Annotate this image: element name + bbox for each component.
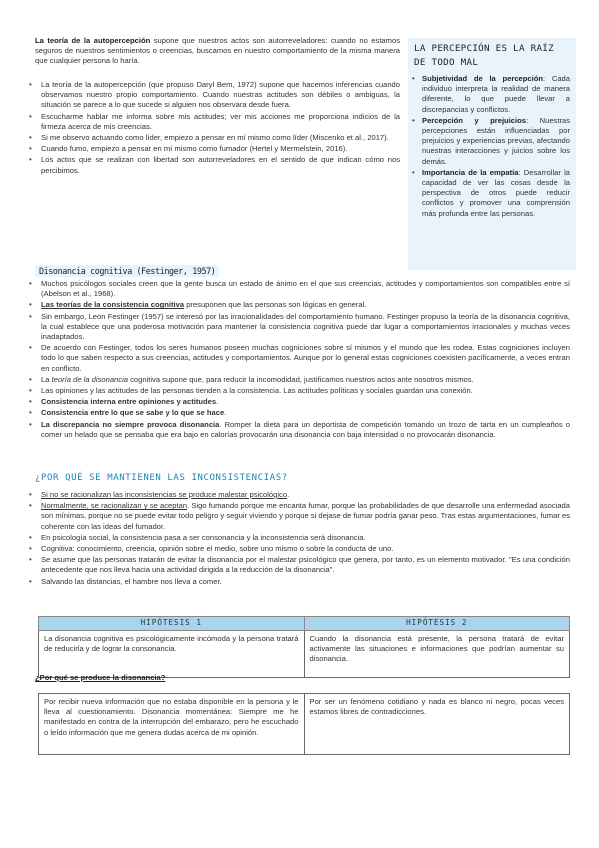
perception-callout	[408, 38, 576, 270]
list-item	[25, 533, 570, 543]
callout-item	[408, 116, 570, 167]
intro-paragraph	[35, 36, 400, 67]
list-item	[25, 408, 570, 418]
list-item	[25, 375, 570, 385]
item-text: De acuerdo con Festinger, todos los seres humanos poseen muchas cogniciones sobre sí mismos y el mundo que les rodea. Estas cogniciones incluyen todo lo que saben respecto a sus creencias, actitudes y comportamientos. Aunque por lo general estas cogniciones coexisten pacíficamente, a veces entran en conflicto.	[41, 343, 570, 373]
list-item: • Escucharme hablar me informa sobre mis actitudes; ver mis acciones me proporciona indicios de la firmeza acerca de mis creencias.	[25, 112, 400, 132]
why-table	[38, 693, 570, 755]
list-item	[25, 577, 570, 587]
intro-bold: La teoría de la autopercepción	[35, 36, 151, 45]
list-item	[25, 279, 570, 299]
item-underlined: Si no se racionalizan las inconsistencias se produce malestar psicológico	[41, 490, 288, 499]
callout-item	[408, 74, 570, 115]
item-text: Cognitiva: conocimiento, creencia, opinión sobre el medio, sobre uno mismo o sobre la conducta de uno.	[41, 544, 394, 554]
item-text: cognitiva supone que, para reducir la incomodidad, justificamos nuestros actos ante nosotros mismos.	[127, 374, 474, 384]
item-pre: La	[41, 374, 52, 384]
item-text: Se asume que las personas tratarán de evitar la disonancia por el malestar psicológico que genera, por tanto, es un elemento motivador. "Es una condición antecedente que nos lleva hacia una actividad dirigida a la reducción de la disonancia".	[41, 555, 570, 575]
item-bold: Consistencia entre lo que se sabe y lo que se hace	[41, 408, 225, 418]
item-text: Las opiniones y las actitudes de las personas tienden a la consistencia. Las actitudes políticas y sociales guardan una conexión.	[41, 386, 473, 396]
hypothesis-2-header: HIPÓTESIS 2	[304, 617, 569, 631]
list-item	[25, 555, 570, 575]
callout-item-text: : Desarrollar la capacidad de ver las cosas desde la perspectiva de otros puede reducir conflictos y promover una comprensión más profunda entre las personas.	[422, 167, 571, 218]
callout-item-bold: Subjetividad de la percepción	[422, 74, 544, 83]
list-item	[25, 300, 570, 310]
item-text: presuponen que las personas son lógicas en general.	[184, 300, 367, 310]
hypothesis-1-cell: La disonancia cognitiva es psicológicamente incómoda y la persona tratará de reducirla y de lograr la consonancia.	[39, 631, 305, 678]
list-item	[25, 386, 570, 396]
hypothesis-1-header: HIPÓTESIS 1	[39, 617, 305, 631]
list-item: • Cuando fumo, empiezo a pensar en mí mismo como fumador (Hertel y Mermelstein, 2016).	[25, 144, 400, 154]
callout-item-text: : Nuestras percepciones están influenciadas por prejuicios y experiencias previas, afectando nuestras interacciones y juicios sobre los demás.	[422, 115, 570, 166]
callout-item	[408, 168, 570, 219]
item-bold: Las teorías de la consistencia cognitiva	[41, 300, 185, 310]
hypothesis-2-cell: Cuando la disonancia está presente, la persona tratará de evitar activamente las situaciones e informaciones que podrían aumentar su disonancia.	[304, 631, 569, 678]
hypotheses-table	[38, 616, 570, 678]
item-bold: Consistencia interna entre opiniones y actitudes	[41, 397, 217, 407]
callout-item-bold: Importancia de la empatía	[422, 167, 519, 177]
item-bold: La discrepancia no siempre provoca disonancia	[41, 419, 220, 429]
intro-text: supone que nuestros actos son autorreveladores: cuando no estamos seguros de nuestros sentimientos o creencias, buscamos en nuestro comportamiento de la misma manera que cualquier persona lo haría.	[35, 36, 400, 66]
item-italic: teoría de la disonancia	[51, 374, 128, 384]
item-text: . Romper la dieta para un deportista de competición tomando un trozo de tarta en un cumpleaños o comer un helado que se pensaba que era bajo en calorías provocarán una disonancia con baja intensidad o no provocarán disonancia.	[41, 419, 571, 439]
item-underlined: Normalmente, se racionalizan y se aceptan	[41, 501, 188, 511]
self-perception-list	[25, 80, 400, 177]
why-heading: ¿Por qué se produce la disonancia?	[35, 673, 166, 682]
why-right-cell: Por ser un fenómeno cotidiano y nada es blanco ni negro, pocas veces estamos libres de contradicciones.	[304, 694, 570, 755]
section-heading-dissonance: Disonancia cognitiva (Festinger, 1957)	[35, 265, 219, 277]
list-item: • Si me observo actuando como líder, empiezo a pensar en mí mismo como líder (Miscenko et al., 2017).	[25, 133, 400, 143]
list-item	[25, 420, 570, 440]
item-text: .	[216, 397, 219, 407]
list-item	[25, 490, 570, 500]
dissonance-list	[25, 279, 570, 441]
list-item: • La teoría de la autopercepción (que propuso Daryl Bem, 1972) supone que hacemos inferencias cuando observamos nuestro propio comportamiento. Cuando nuestras actitudes son débiles o ambiguas, la situación se parece a lo que sucede si alguien nos observara desde fuera.	[25, 80, 400, 111]
item-text: Muchos psicólogos sociales creen que la gente busca un estado de ánimo en el que sus creencias, actitudes y comportamientos son compatibles entre sí (Abelson et al., 1968).	[41, 279, 570, 299]
list-item	[25, 312, 570, 343]
list-item	[25, 343, 570, 374]
callout-list	[408, 74, 576, 219]
item-text: Salvando las distancias, el hambre nos lleva a comer.	[41, 576, 222, 586]
inconsistencies-list	[25, 490, 570, 588]
section-heading-inconsistencies: ¿POR QUÉ SE MANTIENEN LAS INCONSISTENCIAS?	[35, 473, 288, 483]
item-text: En psicología social, la consistencia pasa a ser consonancia y la inconsistencia será disonancia.	[41, 532, 366, 542]
item-text: Sin embargo, Leon Festinger (1957) se interesó por las irracionalidades del comportamiento humano. Festinger propuso la teoría de la disonancia cognitiva, la cual establece que una poderosa motivación para mantener la consistencia cognitiva puede dar lugar a comportamientos irracionales y muchas veces inadaptados.	[41, 311, 570, 342]
callout-item-text: : Cada individuo interpreta la realidad de manera diferente, lo que puede llevar a discrepancias y conflictos.	[422, 74, 570, 114]
list-item	[25, 544, 570, 554]
callout-title: LA PERCEPCIÓN ES LA RAÍZ DE TODO MAL	[414, 43, 554, 68]
callout-item-bold: Percepción y prejuicios	[422, 115, 527, 125]
list-item	[25, 501, 570, 532]
list-item: • Los actos que se realizan con libertad son autorreveladores en el sentido de que indican cómo nos percibimos.	[25, 155, 400, 175]
item-text: . Sigo fumando porque me encanta fumar, porque las probabilidades de que desarrolle una enfermedad asociada son mínimas, porque no se puede evitar todo peligro y seguir viviendo y porque si dejase de fumar podría ganar peso. Tras estas argumentaciones, fumar es coherente con las ideas del fumador.	[41, 501, 570, 531]
item-text: .	[287, 490, 290, 499]
item-text: .	[224, 408, 227, 418]
list-item	[25, 397, 570, 407]
why-left-cell: Por recibir nueva información que no estaba disponible en la persona y le lleva al cuestionamiento. Disonancia momentánea: Siempre me he manifestado en contra de la interrupción del embarazo, pero he escuchado o leído información que me genera dudas acerca de mi opinión.	[39, 694, 305, 755]
